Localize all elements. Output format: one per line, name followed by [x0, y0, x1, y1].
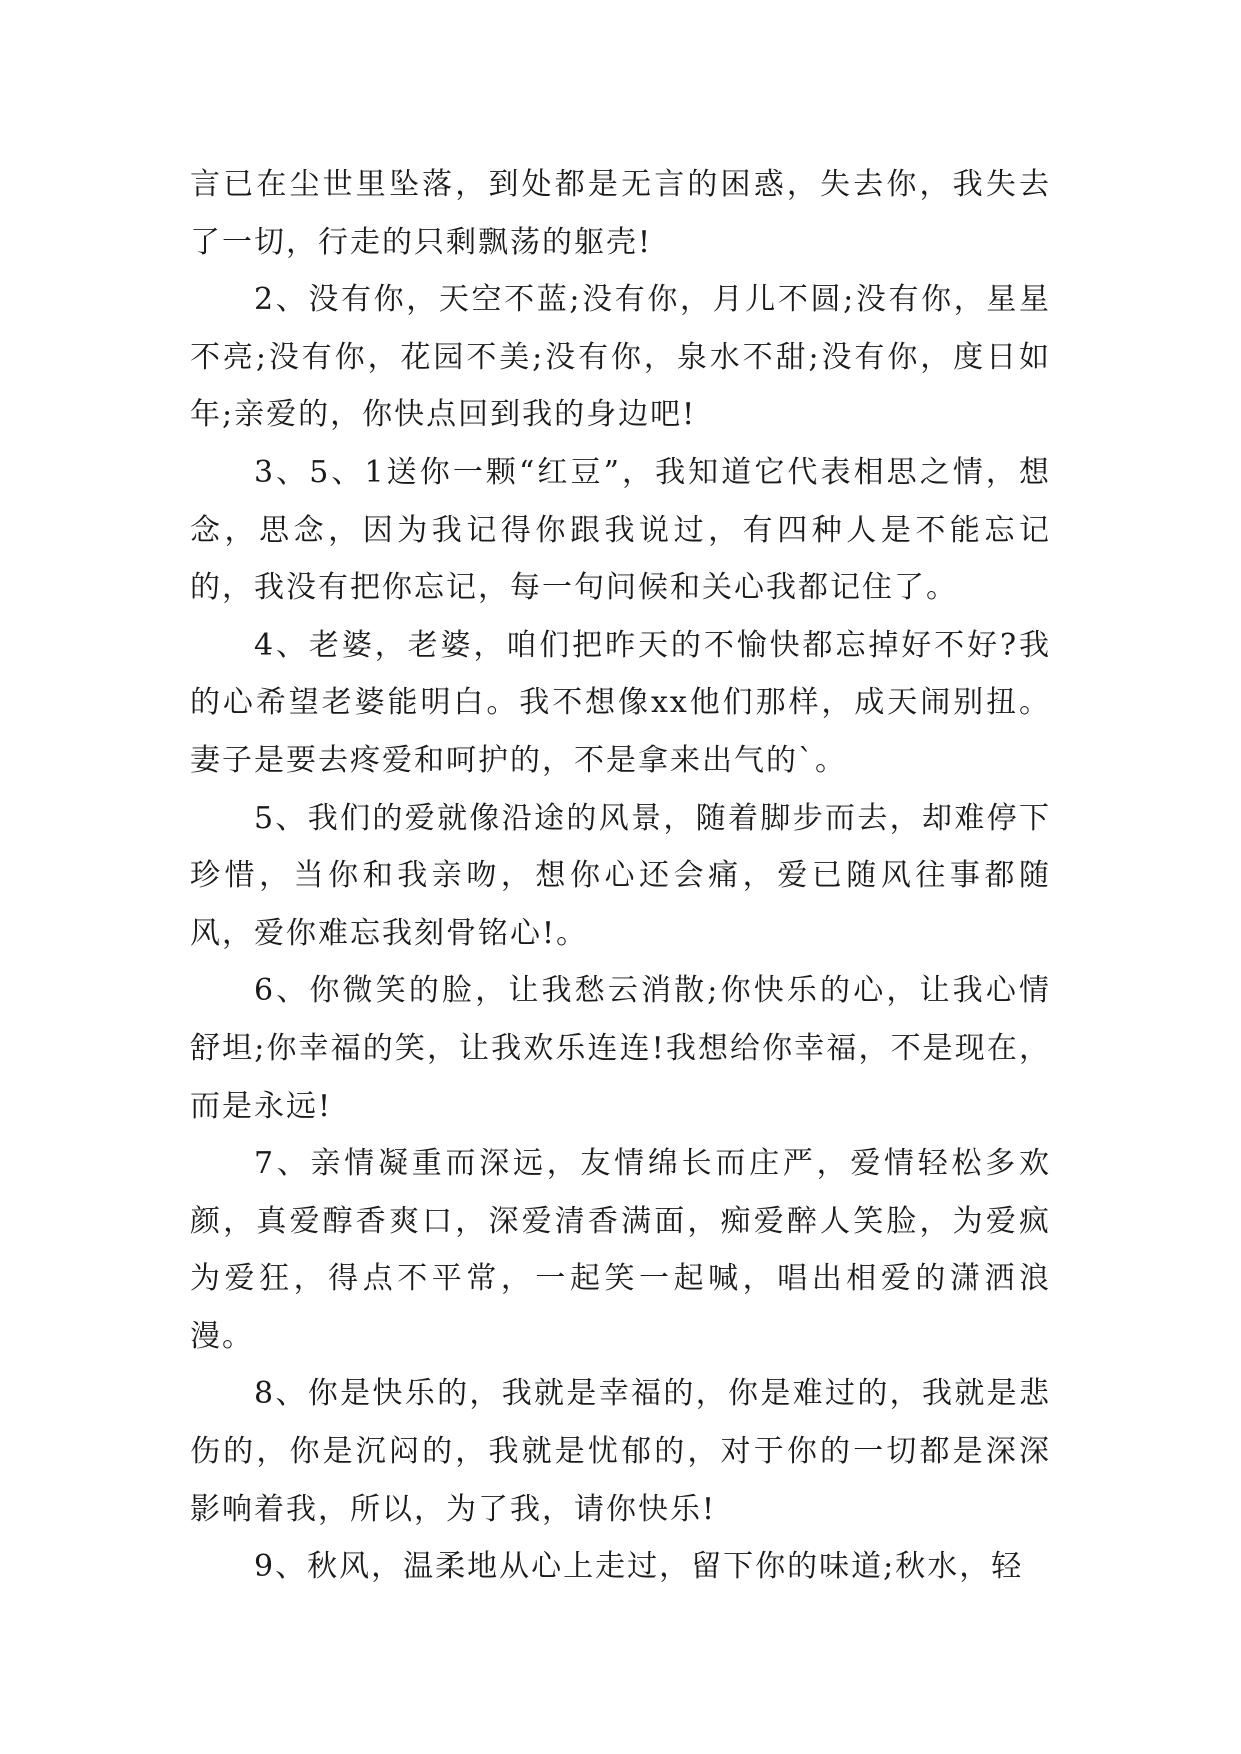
- paragraph-3: 3、5、1送你一颗“红豆”，我知道它代表相思之情，想念，思念，因为我记得你跟我说过，有四种人是不能忘记的，我没有把你忘记，每一句问候和关心我都记住了。: [190, 454, 1051, 606]
- paragraph-5: 5、我们的爱就像沿途的风景，随着脚步而去，却难停下珍惜，当你和我亲吻，想你心还会痛，爱已随风往事都随风，爱你难忘我刻骨铭心!。: [190, 800, 1051, 951]
- paragraph-1: 言已在尘世里坠落，到处都是无言的困惑，失去你，我失去了一切，行走的只剩飘荡的躯壳!: [190, 167, 1051, 260]
- paragraph-7: 7、亲情凝重而深远，友情绵长而庄严，爱情轻松多欢颜，真爱醇香爽口，深爱清香满面，痴爱醉人笑脸，为爱疯为爱狂，得点不平常，一起笑一起喊，唱出相爱的潇洒浪漫。: [190, 1146, 1051, 1354]
- paragraph-4: 4、老婆，老婆，咱们把昨天的不愉快都忘掉好不好?我的心希望老婆能明白。我不想像xx他们那样，成天闹别扭。妻子是要去疼爱和呵护的，不是拿来出气的`。: [190, 627, 1051, 778]
- paragraph-9: 9、秋风，温柔地从心上走过，留下你的味道;秋水，轻: [254, 1549, 1024, 1585]
- document-body: [190, 156, 1051, 1596]
- paragraph-6: 6、你微笑的脸，让我愁云消散;你快乐的心，让我心情舒坦;你幸福的笑，让我欢乐连连!我想给你幸福，不是现在，而是永远!: [190, 973, 1051, 1124]
- paragraph-8: 8、你是快乐的，我就是幸福的，你是难过的，我就是悲伤的，你是沉闷的，我就是忧郁的，对于你的一切都是深深影响着我，所以，为了我，请你快乐!: [190, 1376, 1051, 1527]
- paragraph-2: 2、没有你，天空不蓝;没有你，月儿不圆;没有你，星星不亮;没有你，花园不美;没有你，泉水不甜;没有你，度日如年;亲爱的，你快点回到我的身边吧!: [190, 282, 1051, 433]
